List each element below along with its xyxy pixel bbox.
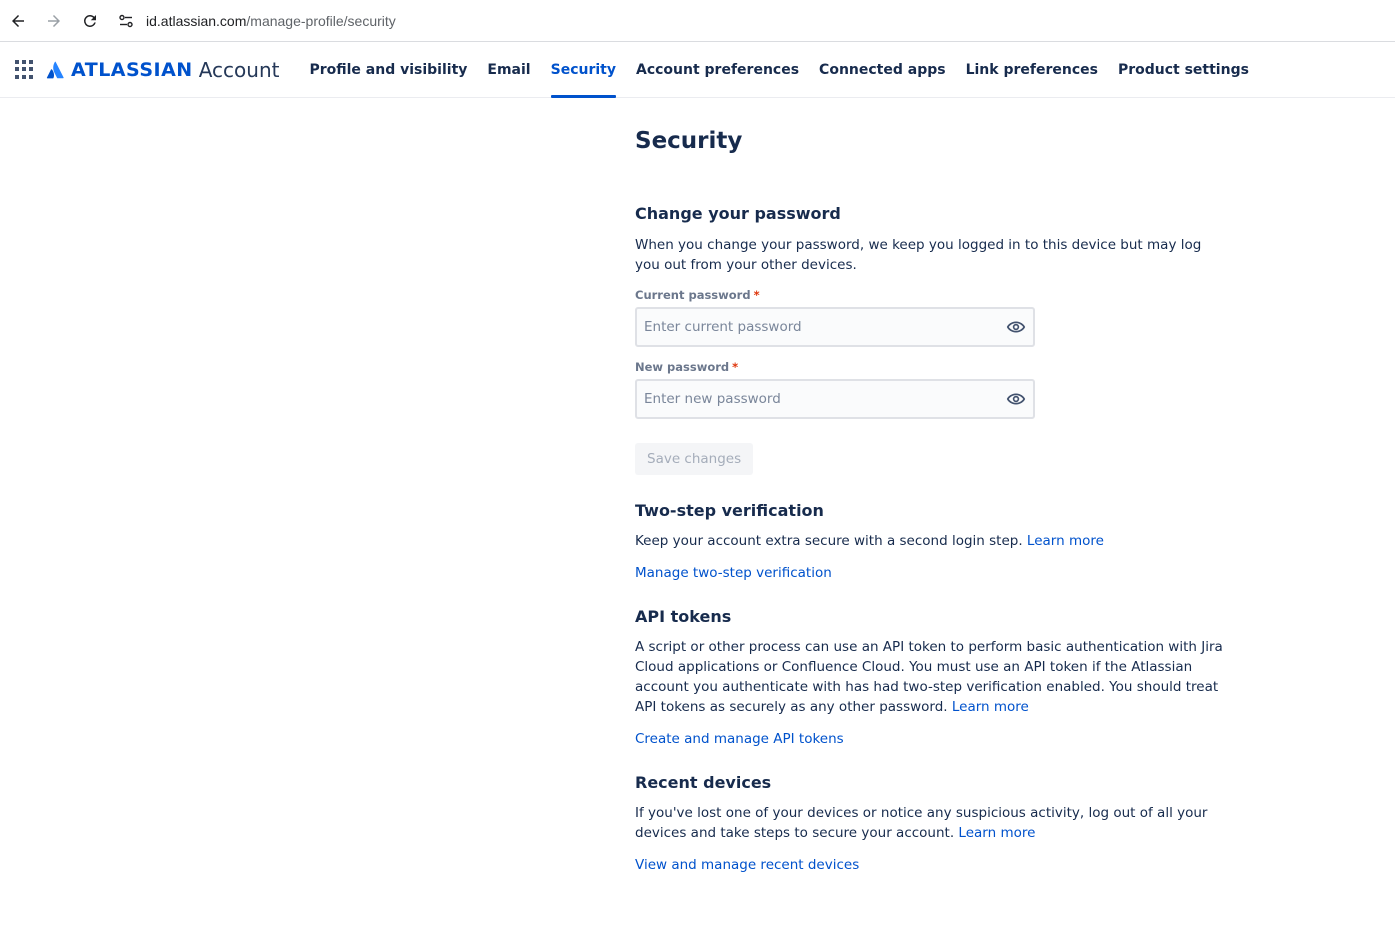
change-password-heading: Change your password bbox=[635, 204, 841, 223]
app-header bbox=[0, 42, 1395, 98]
site-info-icon[interactable] bbox=[112, 7, 140, 35]
arrow-left-icon bbox=[9, 12, 27, 30]
atlassian-account-logo[interactable] bbox=[46, 58, 279, 82]
tab-account-preferences[interactable]: Account preferences bbox=[635, 61, 800, 78]
two-step-description-text: Keep your account extra secure with a second login step. bbox=[635, 533, 1023, 549]
logo-product-text: Account bbox=[198, 57, 280, 82]
atlassian-logo-icon bbox=[46, 60, 66, 80]
recent-devices-section bbox=[635, 773, 1225, 875]
arrow-right-icon bbox=[45, 12, 63, 30]
current-password-label bbox=[635, 288, 1225, 302]
api-tokens-learn-more-link[interactable]: Learn more bbox=[951, 699, 1029, 715]
api-tokens-section bbox=[635, 607, 1225, 749]
view-recent-devices-link[interactable]: View and manage recent devices bbox=[635, 857, 860, 873]
url-text[interactable] bbox=[146, 13, 396, 29]
current-password-input[interactable] bbox=[637, 309, 1033, 345]
security-content bbox=[635, 98, 1225, 875]
address-bar[interactable] bbox=[112, 5, 396, 37]
current-password-label-text: Current password bbox=[635, 288, 751, 302]
new-password-field bbox=[635, 379, 1035, 419]
reload-button[interactable] bbox=[72, 3, 108, 39]
recent-devices-description-text: If you've lost one of your devices or notice any suspicious activity, log out of all your devices and take steps to secure your account. bbox=[635, 805, 1208, 841]
logo-brand-text: ATLASSIAN bbox=[71, 58, 193, 81]
back-button[interactable] bbox=[0, 3, 36, 39]
new-password-label bbox=[635, 360, 1225, 374]
change-password-section bbox=[635, 204, 1225, 475]
eye-icon bbox=[1005, 316, 1027, 338]
recent-devices-learn-more-link[interactable]: Learn more bbox=[958, 825, 1036, 841]
tab-link-preferences[interactable]: Link preferences bbox=[965, 61, 1098, 78]
recent-devices-heading: Recent devices bbox=[635, 773, 772, 792]
new-password-label-text: New password bbox=[635, 360, 730, 374]
show-current-password-button[interactable] bbox=[1003, 315, 1029, 339]
tab-security[interactable]: Security bbox=[541, 42, 626, 98]
eye-icon bbox=[1005, 388, 1027, 410]
api-tokens-description-text: A script or other process can use an API token to perform basic authentication with Jira Cloud applications or Confluence Cloud. You must use an API token if the Atlassian account you authenticate with has had two-step verification enabled. You should treat API tokens as securely as any other password. bbox=[635, 639, 1223, 715]
nav-tabs bbox=[299, 42, 1258, 98]
browser-toolbar bbox=[0, 0, 1395, 42]
two-step-section bbox=[635, 501, 1225, 583]
tab-product-settings[interactable]: Product settings bbox=[1117, 61, 1249, 78]
create-api-tokens-link[interactable]: Create and manage API tokens bbox=[635, 731, 844, 747]
change-password-description: When you change your password, we keep you logged in to this device but may log you out from your other devices. bbox=[635, 237, 1202, 273]
manage-two-step-link[interactable]: Manage two-step verification bbox=[635, 565, 832, 581]
show-new-password-button[interactable] bbox=[1003, 387, 1029, 411]
page-title: Security bbox=[635, 128, 743, 154]
tab-email[interactable]: Email bbox=[487, 61, 531, 78]
forward-button[interactable] bbox=[36, 3, 72, 39]
app-switcher-icon[interactable] bbox=[15, 60, 35, 80]
recent-devices-description bbox=[635, 803, 1225, 843]
tab-profile-and-visibility[interactable]: Profile and visibility bbox=[309, 61, 468, 78]
tab-connected-apps[interactable]: Connected apps bbox=[819, 61, 946, 78]
required-mark: * bbox=[732, 360, 739, 374]
reload-icon bbox=[81, 12, 99, 30]
save-changes-button[interactable]: Save changes bbox=[635, 443, 753, 475]
url-domain: id.atlassian.com bbox=[146, 12, 247, 29]
two-step-learn-more-link[interactable]: Learn more bbox=[1026, 533, 1104, 549]
two-step-description bbox=[635, 531, 1225, 551]
two-step-heading: Two-step verification bbox=[635, 501, 824, 520]
required-mark: * bbox=[753, 288, 760, 302]
api-tokens-heading: API tokens bbox=[635, 607, 732, 626]
url-path: /manage-profile/security bbox=[246, 12, 396, 29]
api-tokens-description bbox=[635, 637, 1225, 717]
new-password-input[interactable] bbox=[637, 381, 1033, 417]
current-password-field bbox=[635, 307, 1035, 347]
